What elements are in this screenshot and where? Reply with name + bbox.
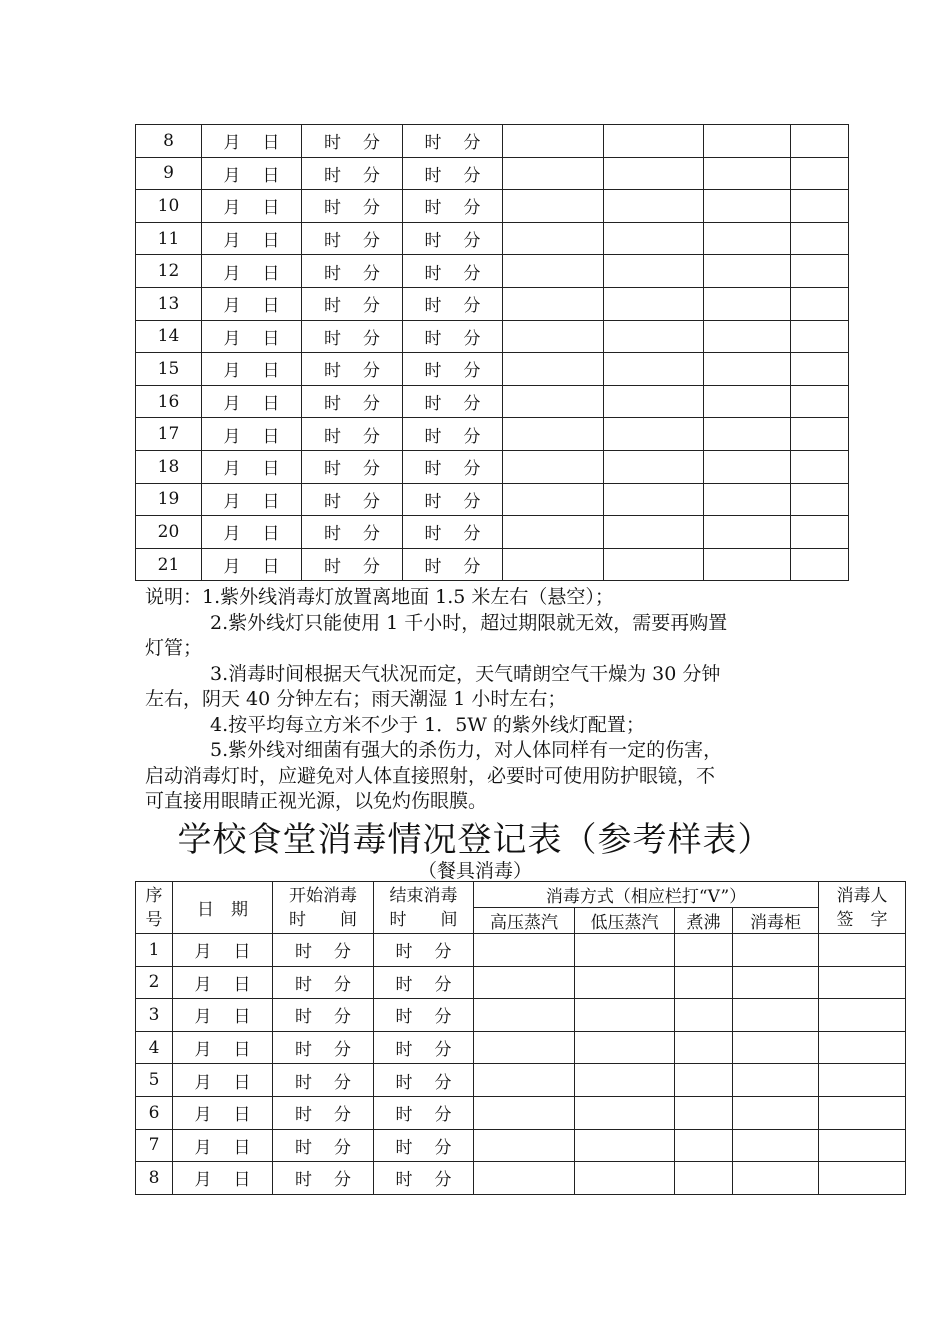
end-time-cell[interactable]: 时 分 — [403, 418, 503, 451]
row-number: 18 — [136, 450, 202, 483]
blank-entry-cell[interactable] — [704, 418, 791, 451]
blank-entry-cell[interactable] — [474, 934, 575, 967]
row-number: 10 — [136, 190, 202, 223]
blank-entry-cell[interactable] — [733, 1064, 819, 1097]
blank-entry-cell[interactable] — [474, 966, 575, 999]
date-cell[interactable]: 月 日 — [202, 548, 302, 581]
start-time-cell[interactable]: 时 分 — [302, 157, 403, 190]
blank-entry-cell[interactable] — [704, 385, 791, 418]
blank-entry-cell[interactable] — [675, 1129, 733, 1162]
date-cell[interactable]: 月 日 — [173, 999, 273, 1032]
blank-entry-cell[interactable] — [575, 1096, 675, 1129]
notes-section — [145, 585, 815, 815]
blank-entry-cell[interactable] — [791, 222, 849, 255]
row-number: 8 — [136, 1162, 173, 1195]
blank-entry-cell[interactable] — [575, 1031, 675, 1064]
note-5-cont2: 可直接用眼睛正视光源，以免灼伤眼膜。 — [145, 790, 488, 812]
blank-entry-cell[interactable] — [503, 385, 604, 418]
blank-entry-cell[interactable] — [675, 934, 733, 967]
blank-entry-cell[interactable] — [604, 516, 704, 549]
end-time-cell[interactable]: 时 分 — [374, 1162, 474, 1195]
blank-entry-cell[interactable] — [604, 418, 704, 451]
blank-entry-cell[interactable] — [604, 287, 704, 320]
blank-entry-cell[interactable] — [704, 255, 791, 288]
blank-entry-cell[interactable] — [503, 450, 604, 483]
table-row — [136, 999, 906, 1032]
blank-entry-cell[interactable] — [575, 1064, 675, 1097]
blank-entry-cell[interactable] — [474, 1031, 575, 1064]
note-1: 说明：1.紫外线消毒灯放置离地面 1.5 米左右（悬空）； — [145, 586, 614, 608]
blank-entry-cell[interactable] — [675, 999, 733, 1032]
blank-entry-cell[interactable] — [733, 934, 819, 967]
date-cell[interactable]: 月 日 — [202, 287, 302, 320]
blank-entry-cell[interactable] — [791, 548, 849, 581]
row-number: 4 — [136, 1031, 173, 1064]
blank-entry-cell[interactable] — [604, 450, 704, 483]
end-time-cell[interactable]: 时 分 — [403, 320, 503, 353]
row-number: 11 — [136, 222, 202, 255]
date-cell[interactable]: 月 日 — [202, 125, 302, 158]
row-number: 16 — [136, 385, 202, 418]
blank-entry-cell[interactable] — [704, 548, 791, 581]
date-cell[interactable]: 月 日 — [202, 353, 302, 386]
blank-entry-cell[interactable] — [819, 1031, 906, 1064]
blank-entry-cell[interactable] — [819, 966, 906, 999]
blank-entry-cell[interactable] — [704, 450, 791, 483]
blank-entry-cell[interactable] — [819, 1096, 906, 1129]
blank-entry-cell[interactable] — [791, 450, 849, 483]
end-time-cell[interactable]: 时 分 — [374, 999, 474, 1032]
blank-entry-cell[interactable] — [474, 1096, 575, 1129]
end-time-cell[interactable]: 时 分 — [374, 1031, 474, 1064]
date-cell[interactable]: 月 日 — [202, 418, 302, 451]
blank-entry-cell[interactable] — [791, 125, 849, 158]
blank-entry-cell[interactable] — [791, 255, 849, 288]
date-cell[interactable]: 月 日 — [202, 483, 302, 516]
blank-entry-cell[interactable] — [704, 516, 791, 549]
blank-entry-cell[interactable] — [503, 516, 604, 549]
row-number: 7 — [136, 1129, 173, 1162]
table-row — [136, 1129, 906, 1162]
blank-entry-cell[interactable] — [503, 548, 604, 581]
blank-entry-cell[interactable] — [474, 1129, 575, 1162]
date-cell[interactable]: 月 日 — [173, 966, 273, 999]
start-time-cell[interactable]: 时 分 — [273, 934, 374, 967]
start-time-cell[interactable]: 时 分 — [302, 287, 403, 320]
blank-entry-cell[interactable] — [704, 483, 791, 516]
header-method-cabinet: 消毒柜 — [733, 908, 819, 934]
table-row — [136, 157, 849, 190]
tableware-disinfection-table — [135, 881, 906, 1195]
table-row — [136, 418, 849, 451]
date-cell[interactable]: 月 日 — [202, 190, 302, 223]
end-time-cell[interactable]: 时 分 — [403, 548, 503, 581]
start-time-cell[interactable]: 时 分 — [302, 255, 403, 288]
blank-entry-cell[interactable] — [791, 418, 849, 451]
table-row — [136, 483, 849, 516]
date-cell[interactable]: 月 日 — [173, 1129, 273, 1162]
blank-entry-cell[interactable] — [604, 190, 704, 223]
start-time-cell[interactable]: 时 分 — [302, 450, 403, 483]
start-time-cell[interactable]: 时 分 — [273, 1064, 374, 1097]
blank-entry-cell[interactable] — [604, 255, 704, 288]
blank-entry-cell[interactable] — [791, 385, 849, 418]
page-subtitle: （餐具消毒） — [417, 860, 532, 882]
blank-entry-cell[interactable] — [675, 1096, 733, 1129]
table-row — [136, 934, 906, 967]
blank-entry-cell[interactable] — [791, 190, 849, 223]
table-row — [136, 450, 849, 483]
end-time-cell[interactable]: 时 分 — [403, 450, 503, 483]
date-cell[interactable]: 月 日 — [202, 516, 302, 549]
row-number: 9 — [136, 157, 202, 190]
end-time-cell[interactable]: 时 分 — [403, 287, 503, 320]
table-row — [136, 966, 906, 999]
blank-entry-cell[interactable] — [819, 999, 906, 1032]
row-number: 21 — [136, 548, 202, 581]
blank-entry-cell[interactable] — [575, 999, 675, 1032]
table-row — [136, 353, 849, 386]
row-number: 14 — [136, 320, 202, 353]
date-cell[interactable]: 月 日 — [202, 157, 302, 190]
end-time-cell[interactable]: 时 分 — [403, 385, 503, 418]
note-4: 4.按平均每立方米不少于 1．5W 的紫外线灯配置； — [210, 713, 645, 736]
blank-entry-cell[interactable] — [503, 255, 604, 288]
blank-entry-cell[interactable] — [675, 1162, 733, 1195]
blank-entry-cell[interactable] — [675, 1031, 733, 1064]
end-time-cell[interactable]: 时 分 — [403, 190, 503, 223]
date-cell[interactable]: 月 日 — [173, 1031, 273, 1064]
start-time-cell[interactable]: 时 分 — [273, 1096, 374, 1129]
blank-entry-cell[interactable] — [474, 999, 575, 1032]
blank-entry-cell[interactable] — [733, 966, 819, 999]
row-number: 12 — [136, 255, 202, 288]
date-cell[interactable]: 月 日 — [173, 1064, 273, 1097]
note-2: 2.紫外线灯只能使用 1 千小时，超过期限就无效，需要再购置 — [210, 611, 728, 634]
row-number: 2 — [136, 966, 173, 999]
table-row — [136, 1031, 906, 1064]
blank-entry-cell[interactable] — [704, 353, 791, 386]
table-row — [136, 1064, 906, 1097]
row-number: 17 — [136, 418, 202, 451]
note-5-cont: 启动消毒灯时，应避免对人体直接照射，必要时可使用防护眼镜，不 — [145, 764, 716, 787]
blank-entry-cell[interactable] — [604, 320, 704, 353]
blank-entry-cell[interactable] — [791, 353, 849, 386]
blank-entry-cell[interactable] — [604, 548, 704, 581]
page-title: 学校食堂消毒情况登记表（参考样表） — [177, 820, 773, 860]
start-time-cell[interactable]: 时 分 — [273, 1129, 374, 1162]
blank-entry-cell[interactable] — [503, 483, 604, 516]
blank-entry-cell[interactable] — [819, 934, 906, 967]
table-row — [136, 222, 849, 255]
row-number: 8 — [136, 125, 202, 158]
row-number: 5 — [136, 1064, 173, 1097]
blank-entry-cell[interactable] — [733, 999, 819, 1032]
start-time-cell[interactable]: 时 分 — [302, 190, 403, 223]
blank-entry-cell[interactable] — [604, 353, 704, 386]
header-method: 消毒方式（相应栏打“V”） — [474, 882, 819, 908]
header-method-low-pressure: 低压蒸汽 — [575, 908, 675, 934]
end-time-cell[interactable]: 时 分 — [374, 934, 474, 967]
blank-entry-cell[interactable] — [575, 966, 675, 999]
date-cell[interactable]: 月 日 — [202, 255, 302, 288]
blank-entry-cell[interactable] — [503, 125, 604, 158]
blank-entry-cell[interactable] — [733, 1096, 819, 1129]
start-time-cell[interactable]: 时 分 — [273, 1031, 374, 1064]
blank-entry-cell[interactable] — [791, 483, 849, 516]
table-row — [136, 287, 849, 320]
blank-entry-cell[interactable] — [604, 157, 704, 190]
end-time-cell[interactable]: 时 分 — [374, 1064, 474, 1097]
blank-entry-cell[interactable] — [474, 1064, 575, 1097]
end-time-cell[interactable]: 时 分 — [403, 483, 503, 516]
row-number: 15 — [136, 353, 202, 386]
blank-entry-cell[interactable] — [733, 1162, 819, 1195]
end-time-cell[interactable]: 时 分 — [403, 157, 503, 190]
note-3-cont: 左右，阴天 40 分钟左右；雨天潮湿 1 小时左右； — [145, 688, 567, 710]
row-number: 6 — [136, 1096, 173, 1129]
table-row — [136, 385, 849, 418]
blank-entry-cell[interactable] — [791, 320, 849, 353]
header-method-boiling: 煮沸 — [675, 908, 733, 934]
blank-entry-cell[interactable] — [675, 966, 733, 999]
blank-entry-cell[interactable] — [575, 934, 675, 967]
start-time-cell[interactable]: 时 分 — [273, 966, 374, 999]
start-time-cell[interactable]: 时 分 — [302, 418, 403, 451]
table-row — [136, 1096, 906, 1129]
table-row — [136, 255, 849, 288]
blank-entry-cell[interactable] — [791, 516, 849, 549]
date-cell[interactable]: 月 日 — [173, 934, 273, 967]
blank-entry-cell[interactable] — [704, 125, 791, 158]
blank-entry-cell[interactable] — [819, 1129, 906, 1162]
table-row — [136, 320, 849, 353]
blank-entry-cell[interactable] — [503, 320, 604, 353]
note-2-cont: 灯管； — [145, 637, 203, 659]
start-time-cell[interactable]: 时 分 — [273, 999, 374, 1032]
blank-entry-cell[interactable] — [503, 157, 604, 190]
header-date: 日 期 — [173, 882, 273, 934]
blank-entry-cell[interactable] — [503, 222, 604, 255]
blank-entry-cell[interactable] — [704, 222, 791, 255]
header-start-time: 开始消毒 时 间 — [273, 882, 374, 934]
blank-entry-cell[interactable] — [819, 1064, 906, 1097]
blank-entry-cell[interactable] — [503, 353, 604, 386]
row-number: 3 — [136, 999, 173, 1032]
note-5: 5.紫外线对细菌有强大的杀伤力，对人体同样有一定的伤害， — [210, 739, 723, 761]
blank-entry-cell[interactable] — [704, 287, 791, 320]
blank-entry-cell[interactable] — [675, 1064, 733, 1097]
blank-entry-cell[interactable] — [503, 418, 604, 451]
end-time-cell[interactable]: 时 分 — [403, 516, 503, 549]
uv-disinfection-table-continued — [135, 124, 849, 581]
blank-entry-cell[interactable] — [474, 1162, 575, 1195]
blank-entry-cell[interactable] — [503, 287, 604, 320]
start-time-cell[interactable]: 时 分 — [302, 353, 403, 386]
blank-entry-cell[interactable] — [604, 385, 704, 418]
header-signer: 消毒人 签 字 — [819, 882, 906, 934]
table-row — [136, 190, 849, 223]
start-time-cell[interactable]: 时 分 — [273, 1162, 374, 1195]
start-time-cell[interactable]: 时 分 — [302, 548, 403, 581]
blank-entry-cell[interactable] — [604, 483, 704, 516]
blank-entry-cell[interactable] — [733, 1031, 819, 1064]
row-number: 19 — [136, 483, 202, 516]
row-number: 13 — [136, 287, 202, 320]
blank-entry-cell[interactable] — [791, 157, 849, 190]
end-time-cell[interactable]: 时 分 — [374, 1096, 474, 1129]
table-row — [136, 516, 849, 549]
blank-entry-cell[interactable] — [704, 320, 791, 353]
date-cell[interactable]: 月 日 — [202, 222, 302, 255]
table-row — [136, 1162, 906, 1195]
blank-entry-cell[interactable] — [791, 287, 849, 320]
start-time-cell[interactable]: 时 分 — [302, 222, 403, 255]
date-cell[interactable]: 月 日 — [173, 1096, 273, 1129]
note-3: 3.消毒时间根据天气状况而定，天气晴朗空气干燥为 30 分钟 — [210, 662, 721, 685]
header-no: 序 号 — [136, 882, 173, 934]
table-row — [136, 548, 849, 581]
blank-entry-cell[interactable] — [503, 190, 604, 223]
start-time-cell[interactable]: 时 分 — [302, 385, 403, 418]
header-method-high-pressure: 高压蒸汽 — [474, 908, 575, 934]
row-number: 20 — [136, 516, 202, 549]
blank-entry-cell[interactable] — [575, 1162, 675, 1195]
date-cell[interactable]: 月 日 — [202, 450, 302, 483]
start-time-cell[interactable]: 时 分 — [302, 125, 403, 158]
blank-entry-cell[interactable] — [604, 222, 704, 255]
date-cell[interactable]: 月 日 — [202, 320, 302, 353]
start-time-cell[interactable]: 时 分 — [302, 516, 403, 549]
blank-entry-cell[interactable] — [575, 1129, 675, 1162]
blank-entry-cell[interactable] — [819, 1162, 906, 1195]
header-end-time: 结束消毒 时 间 — [374, 882, 474, 934]
end-time-cell[interactable]: 时 分 — [403, 222, 503, 255]
date-cell[interactable]: 月 日 — [202, 385, 302, 418]
end-time-cell[interactable]: 时 分 — [403, 255, 503, 288]
end-time-cell[interactable]: 时 分 — [374, 1129, 474, 1162]
table-row — [136, 125, 849, 158]
date-cell[interactable]: 月 日 — [173, 1162, 273, 1195]
blank-entry-cell[interactable] — [704, 190, 791, 223]
blank-entry-cell[interactable] — [733, 1129, 819, 1162]
blank-entry-cell[interactable] — [704, 157, 791, 190]
start-time-cell[interactable]: 时 分 — [302, 483, 403, 516]
blank-entry-cell[interactable] — [604, 125, 704, 158]
start-time-cell[interactable]: 时 分 — [302, 320, 403, 353]
end-time-cell[interactable]: 时 分 — [374, 966, 474, 999]
row-number: 1 — [136, 934, 173, 967]
end-time-cell[interactable]: 时 分 — [403, 125, 503, 158]
end-time-cell[interactable]: 时 分 — [403, 353, 503, 386]
